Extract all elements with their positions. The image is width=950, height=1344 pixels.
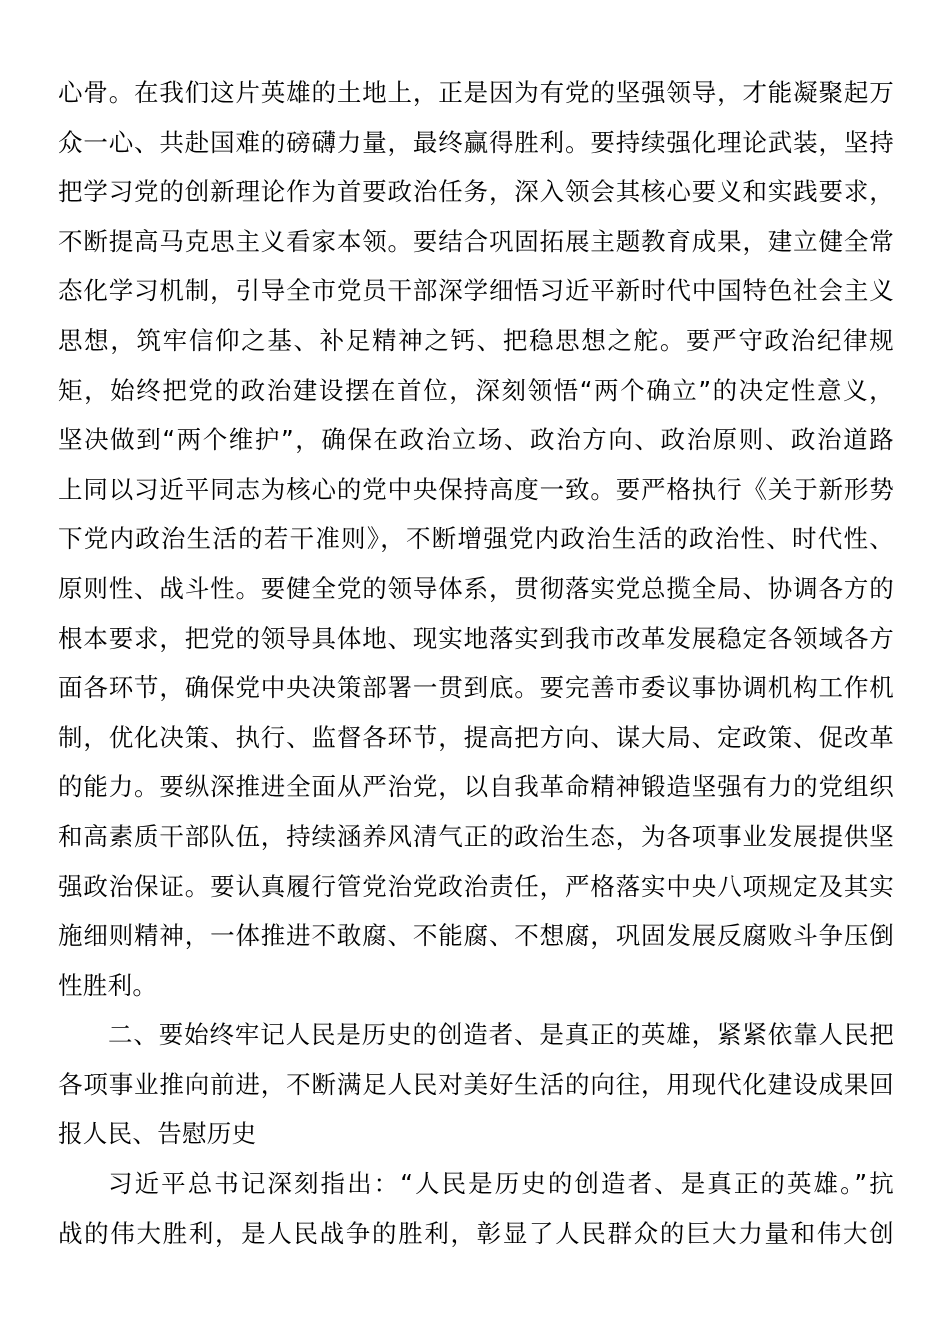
heading-line: 二、要始终牢记人民是历史的创造者、是真正的英雄，紧紧依靠人民把 (108, 1020, 894, 1050)
body-paragraph-quote (58, 1159, 894, 1258)
text-line: 施细则精神，一体推进不敢腐、不能腐、不想腐，巩固发展反腐败斗争压倒 (58, 921, 894, 951)
text-line: 下党内政治生活的若干准则》，不断增强党内政治生活的政治性、时代性、 (58, 524, 894, 554)
body-paragraph-party-leadership (58, 68, 894, 1010)
section-heading-people (58, 1010, 894, 1159)
text-line: 心骨。在我们这片英雄的土地上，正是因为有党的坚强领导，才能凝聚起万 (58, 78, 894, 107)
text-line: 战的伟大胜利，是人民战争的胜利，彰显了人民群众的巨大力量和伟大创 (58, 1218, 894, 1248)
heading-line: 报人民、告慰历史 (58, 1119, 257, 1149)
text-line: 和高素质干部队伍，持续涵养风清气正的政治生态，为各项事业发展提供坚 (58, 821, 894, 851)
text-line: 上同以习近平同志为核心的党中央保持高度一致。要严格执行《关于新形势 (58, 474, 894, 504)
text-line: 面各环节，确保党中央决策部署一贯到底。要完善市委议事协调机构工作机 (58, 673, 894, 703)
text-line: 根本要求，把党的领导具体地、现实地落实到我市改革发展稳定各领域各方 (58, 623, 894, 653)
text-line: 性胜利。 (58, 970, 158, 1000)
text-line: 思想，筑牢信仰之基、补足精神之钙、把稳思想之舵。要严守政治纪律规 (58, 325, 894, 355)
text-line: 制，优化决策、执行、监督各环节，提高把方向、谋大局、定政策、促改革 (58, 722, 894, 752)
text-line: 把学习党的创新理论作为首要政治任务，深入领会其核心要义和实践要求， (58, 177, 894, 207)
heading-line: 各项事业推向前进，不断满足人民对美好生活的向往，用现代化建设成果回 (58, 1069, 894, 1099)
text-line: 原则性、战斗性。要健全党的领导体系，贯彻落实党总揽全局、协调各方的 (58, 573, 894, 603)
text-line: 态化学习机制，引导全市党员干部深学细悟习近平新时代中国特色社会主义 (58, 276, 894, 306)
text-line: 众一心、共赴国难的磅礴力量，最终赢得胜利。要持续强化理论武装，坚持 (58, 127, 894, 157)
text-line: 强政治保证。要认真履行管党治党政治责任，严格落实中央八项规定及其实 (58, 871, 894, 901)
document-page (58, 68, 894, 1258)
text-line: 坚决做到“两个维护”，确保在政治立场、政治方向、政治原则、政治道路 (58, 425, 894, 455)
text-line: 矩，始终把党的政治建设摆在首位，深刻领悟“两个确立”的决定性意义， (58, 375, 894, 405)
text-line: 的能力。要纵深推进全面从严治党，以自我革命精神锻造坚强有力的党组织 (58, 772, 894, 802)
text-line: 习近平总书记深刻指出：“人民是历史的创造者、是真正的英雄。”抗 (108, 1169, 894, 1199)
text-line: 不断提高马克思主义看家本领。要结合巩固拓展主题教育成果，建立健全常 (58, 226, 894, 256)
